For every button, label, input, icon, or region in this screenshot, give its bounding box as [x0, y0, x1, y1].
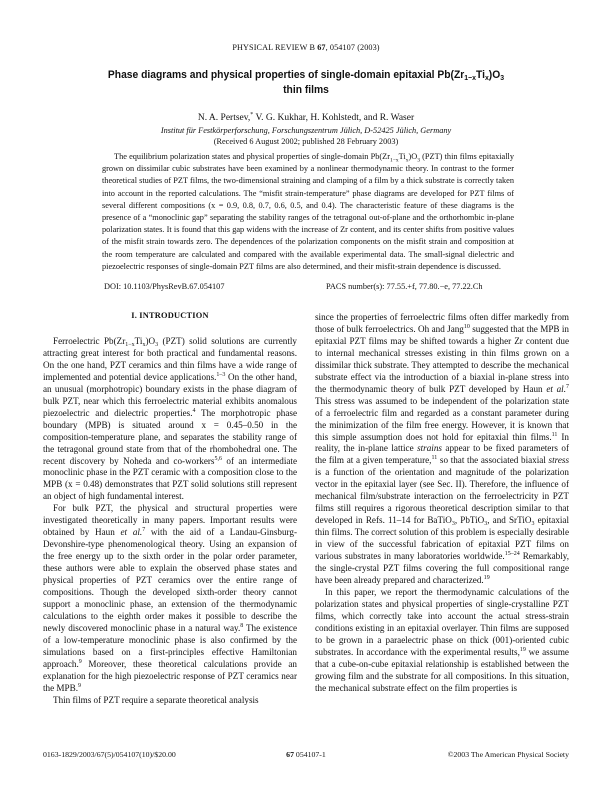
paragraph: Ferroelectric $Pb(Zr_{1-x}Ti_x)O_3$ (PZT) solid solutions are currently attracting great interest for both practical and fundamental reasons. On the one hand, PZT ceramics and thin films have a wide range of implemented and potential device applications.$^{1-3}$ On the other hand, an unusual (morphotropic) boundary exists in the phase diagram of bulk PZT, near which this ferroelectric material exhibits anomalous piezoelectric and dielectric properties.$^4$ The morphotropic phase boundary (MPB) is situated around x = 0.45–0.50 in the composition-temperature plane, and separates the stability range of the tetragonal ground state from that of the rhombohedral one. The recent discovery by Noheda and co-workers$^{5,6}$ of an intermediate monoclinic phase in the PZT ceramic with a composition close to the MPB (x = 0.48) demonstrates that PZT solid solutions still represent an object of high fundamental interest. [43, 336, 297, 502]
paper-title: Phase diagrams and physical properties of single-domain epitaxial $Pb(Zr_{1-x}Ti_x)O_3$ thin films [107, 69, 505, 96]
corresponding-author-mark[interactable]: * [250, 112, 254, 118]
right-column [315, 312, 569, 695]
title-line-2: thin films [283, 84, 329, 96]
citation-ref[interactable]: 19 [483, 574, 490, 581]
paragraph: In this paper, we report the thermodynamic calculations of the polarization states and physical properties of single-crystalline PZT films, which correctly take into account the actual stress-strain conditions existing in an epitaxial overlayer. Thin films are supposed to be grown in a paraelectric phase on thick (001)-oriented cubic substrates. In accordance with the experimental results,$^{19}$ we assume that a cube-on-cube epitaxial relationship is established between the growing film and the substrate for all compositions. In this situation, the mechanical substrate effect on the film properties is [315, 586, 569, 693]
journal-header: PHYSICAL REVIEW B 67, 054107 (2003) [232, 43, 380, 52]
citation-ref[interactable]: 7 [566, 383, 569, 390]
citation-ref[interactable]: 11 [431, 455, 438, 462]
citation-ref[interactable]: 4 [192, 407, 196, 414]
abstract: The equilibrium polarization states and physical properties of single-domain $Pb(Zr_{1-x}Ti_x)O_3$ (PZT) thin films epitaxially grown on dissimilar cubic substrates have been examined by a nonlinear thermodynamic theory. In contrast to the former theoretical studies of PZT films, the two-dimensional straining and clamping of a film by a thick substrate is correctly taken into account in the reported calculations. The “misfit strain-temperature” phase diagrams are developed for PZT films of several different compositions (x = 0.9, 0.8, 0.7, 0.6, 0.5, and 0.4). The characteristic feature of these diagrams is the presence of a “monoclinic gap” separating the stability ranges of the tetragonal out-of-plane and the orthorhombic in-plane polarization states. It is found that this gap widens with the increase of Zr content, and its center shifts from positive values of the misfit strain towards zero. The dependences of the polarization components on the misfit strain and composition at the room temperature are calculated and compared with the available experimental data. The small-signal dielectric and piezoelectric responses of single-domain PZT films are also determined, and their misfit-strain dependence is discussed. [102, 152, 514, 271]
footer-issn: 0163-1829/2003/67(5)/054107(10)/$20.00 [43, 750, 176, 759]
left-column [43, 336, 297, 707]
journal-name: PHYSICAL REVIEW B [232, 43, 316, 52]
affiliation: Institut für Festkörperforschung, Forschungszentrum Jülich, D-52425 Jülich, Germany [160, 126, 452, 135]
citation-ref[interactable]: 15–24 [504, 551, 520, 558]
citation-ref[interactable]: 7 [142, 527, 146, 534]
journal-volume: 67 [317, 43, 326, 52]
citation-ref[interactable]: 5,6 [214, 455, 222, 462]
citation-ref[interactable]: 11 [551, 431, 558, 438]
paragraph: Thin films of PZT require a separate theoretical analysis [53, 694, 259, 705]
paragraph: since the properties of ferroelectric films often differ markedly from those of bulk ferroelectrics. Oh and Jang$^{10}$ suggested that the MPB in epitaxial PZT films may be shifted towards a higher Zr content due to internal mechanical stresses existing in thin films grown on a dissimilar thick substrate. They attempted to describe the mechanical substrate effect via the introduction of a biaxial in-plane stress into the thermodynamic theory of bulk PZT developed by Haun et al.$^7$ This stress was assumed to be independent of the polarization state of a ferroelectric film and regarded as a constant parameter during the minimization of the film free energy. However, it is known that this simple assumption does not hold for epitaxial thin films.$^{11}$ In reality, the in-plane lattice strains appear to be fixed parameters of the film at a given temperature,$^{11}$ so that the associated biaxial stress is a function of the orientation and magnitude of the polarization vector in the epitaxial layer (see Sec. II). Therefore, the influence of mechanical film/substrate interaction on the ferroelectricity in PZT films still requires a rigorous theoretical description similar to that developed in Refs. 11–14 for BaTiO$_3$, PbTiO$_3$, and SrTiO$_3$ epitaxial thin films. The correct solution of this problem is especially desirable in view of the successful fabrication of epitaxial PZT films on various substrates in many laboratories worldwide.$^{15-24}$ Remarkably, the single-crystal PZT films covering the full compositional range have been already prepared and characterized.$^{19}$ [315, 312, 570, 585]
citation-ref[interactable]: 9 [78, 658, 82, 665]
article-number: 054107 [329, 43, 356, 52]
citation-ref[interactable]: 19 [519, 646, 526, 653]
footer-copyright: ©2003 The American Physical Society [447, 750, 569, 759]
citation-ref[interactable]: 8 [240, 622, 244, 629]
doi-link[interactable]: DOI: 10.1103/PhysRevB.67.054107 [104, 282, 225, 291]
citation-ref[interactable]: 1–3 [216, 371, 226, 378]
author-list: N. A. Pertsev,* V. G. Kukhar, H. Kohlstedt, and R. Waser [197, 112, 415, 123]
footer-page-number: 67 054107-1 [286, 750, 326, 759]
pacs-numbers: PACS number(s): 77.55.+f, 77.80.−e, 77.22.Ch [326, 282, 483, 291]
paragraph: For bulk PZT, the physical and structural properties were investigated theoretically in many papers. Important results were obtained by Haun et al.$^7$ with the aid of a Landau-Ginsburg-Devonshire-type phenomenological theory. Using an expansion of the free energy up to the sixth order in the polar order parameter, these authors were able to explain the observed phase states and physical properties of PZT ceramics over the entire range of compositions. Though the developed sixth-order theory cannot support a monoclinic phase, an extension of the thermodynamic calculations to the eighth order makes it possible to describe the newly discovered monoclinic phase in a natural way.$^8$ The existence of a low-temperature monoclinic phase is also confirmed by the simulations based on a first-principles effective Hamiltonian approach.$^9$ Moreover, these theoretical calculations provide an explanation for the high piezoelectric response of PZT ceramics near the MPB.$^9$ [43, 503, 297, 693]
citation-ref[interactable]: 9 [78, 682, 81, 689]
citation-ref[interactable]: 10 [463, 323, 470, 330]
section-heading-introduction: I. INTRODUCTION [131, 311, 209, 320]
journal-year: (2003) [357, 43, 380, 52]
received-published-dates: (Received 6 August 2002; published 28 February 2003) [213, 137, 399, 146]
